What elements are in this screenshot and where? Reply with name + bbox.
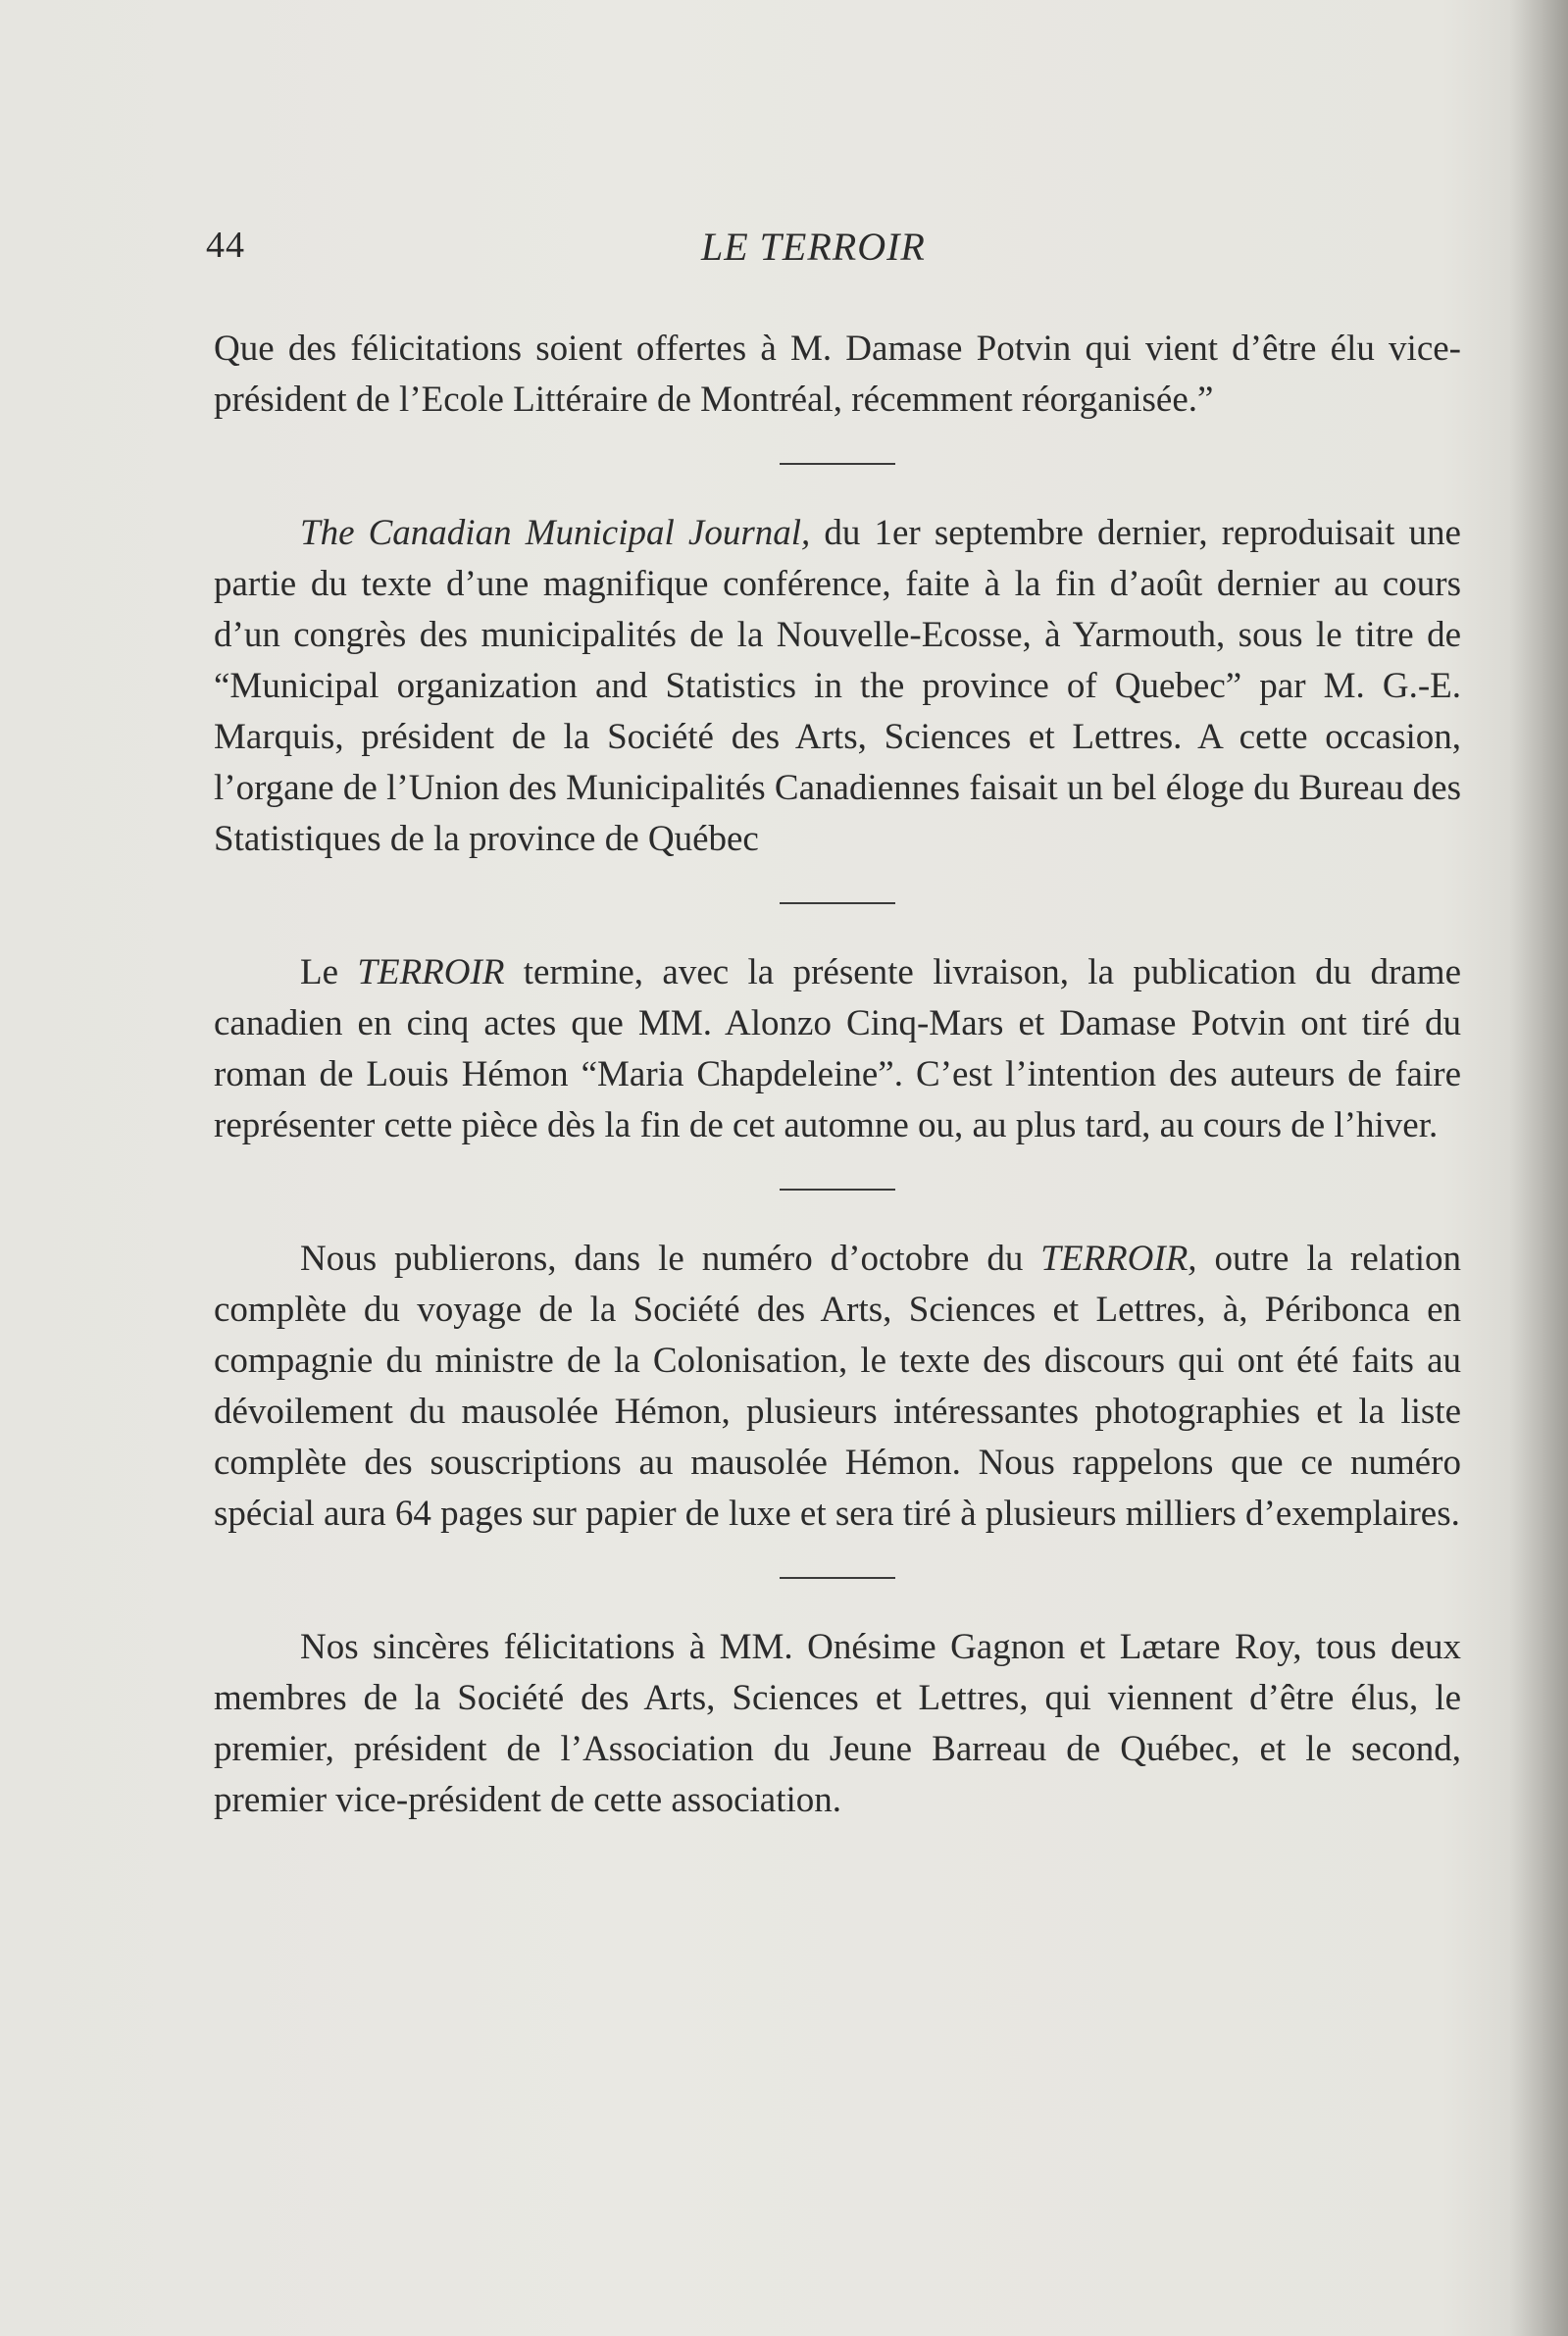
paragraph-text: termine, avec la présente livraison, la publication du drame canadien en cinq actes que MM. Alonzo Cinq-Mars et Damase Potvin ont tiré du roman de Louis Hémon “Maria Chapdeleine”. C’est l’intention des auteurs de faire représenter cette pièce dès la fin de cet automne ou, au plus tard, au cours de l’hiver. [214, 952, 1461, 1145]
paragraph-gagnon-roy [214, 1622, 1461, 1826]
paragraph-october-issue [214, 1234, 1461, 1540]
paragraph-text: Nos sincères félicitations à MM. Onésime Gagnon et Lætare Roy, tous deux membres de la Société des Arts, Sciences et Lettres, qui viennent d’être élus, le premier, président de l’Association du Jeune Barreau de Québec, et le second, premier vice-président de cette association. [214, 1627, 1461, 1820]
page-header [206, 224, 1461, 282]
paragraph-municipal-journal [214, 508, 1461, 865]
section-divider [780, 902, 895, 904]
section-divider [780, 1189, 895, 1191]
paragraph-text: outre la relation complète du voyage de la Société des Arts, Sciences et Lettres, à, Péribonca en compagnie du ministre de la Colonisation, le texte des discours qui ont été faits au dévoilement du mausolée Hémon, plusieurs intéressantes photographies et la liste complète des souscriptions au mausolée Hémon. Nous rappelons que ce numéro spécial aura 64 pages sur papier de luxe et sera tiré à plusieurs milliers d’exemplaires. [214, 1239, 1462, 1534]
paragraph-maria-chapdeleine [214, 947, 1461, 1151]
journal-title: The Canadian Municipal Journal, [300, 513, 811, 553]
paragraph-lead: Nous publierons, dans le numéro d’octobre du [300, 1239, 1041, 1279]
page-gutter-shadow [1509, 0, 1568, 2336]
paragraph-lead: Le [300, 952, 358, 992]
section-divider [780, 1577, 895, 1579]
paragraph-text: Que des félicitations soient offertes à M. Damase Potvin qui vient d’être élu vice-président de l’Ecole Littéraire de Montréal, récemment réorganisée.” [214, 329, 1461, 420]
page-body [214, 324, 1461, 1826]
page-number: 44 [206, 225, 245, 266]
paragraph-text: du 1er septembre dernier, reproduisait une partie du texte d’une magnifique conférence, faite à la fin d’août dernier au cours d’un congrès des municipalités de la Nouvelle-Ecosse, à Yarmouth, sous le titre de “Municipal organization and Statistics in the province of Quebec” par M. G.-E. Marquis, président de la Société des Arts, Sciences et Lettres. A cette occasion, l’organe de l’Union des Municipalités Canadiennes faisait un bel éloge du Bureau des Statistiques de la province de Québec [214, 513, 1461, 859]
running-title: LE TERROIR [701, 225, 926, 269]
terroir-italic: TERROIR [357, 952, 505, 992]
paragraph-potvin-congratulations [214, 324, 1461, 426]
section-divider [780, 463, 895, 465]
terroir-italic: TERROIR, [1040, 1239, 1197, 1279]
